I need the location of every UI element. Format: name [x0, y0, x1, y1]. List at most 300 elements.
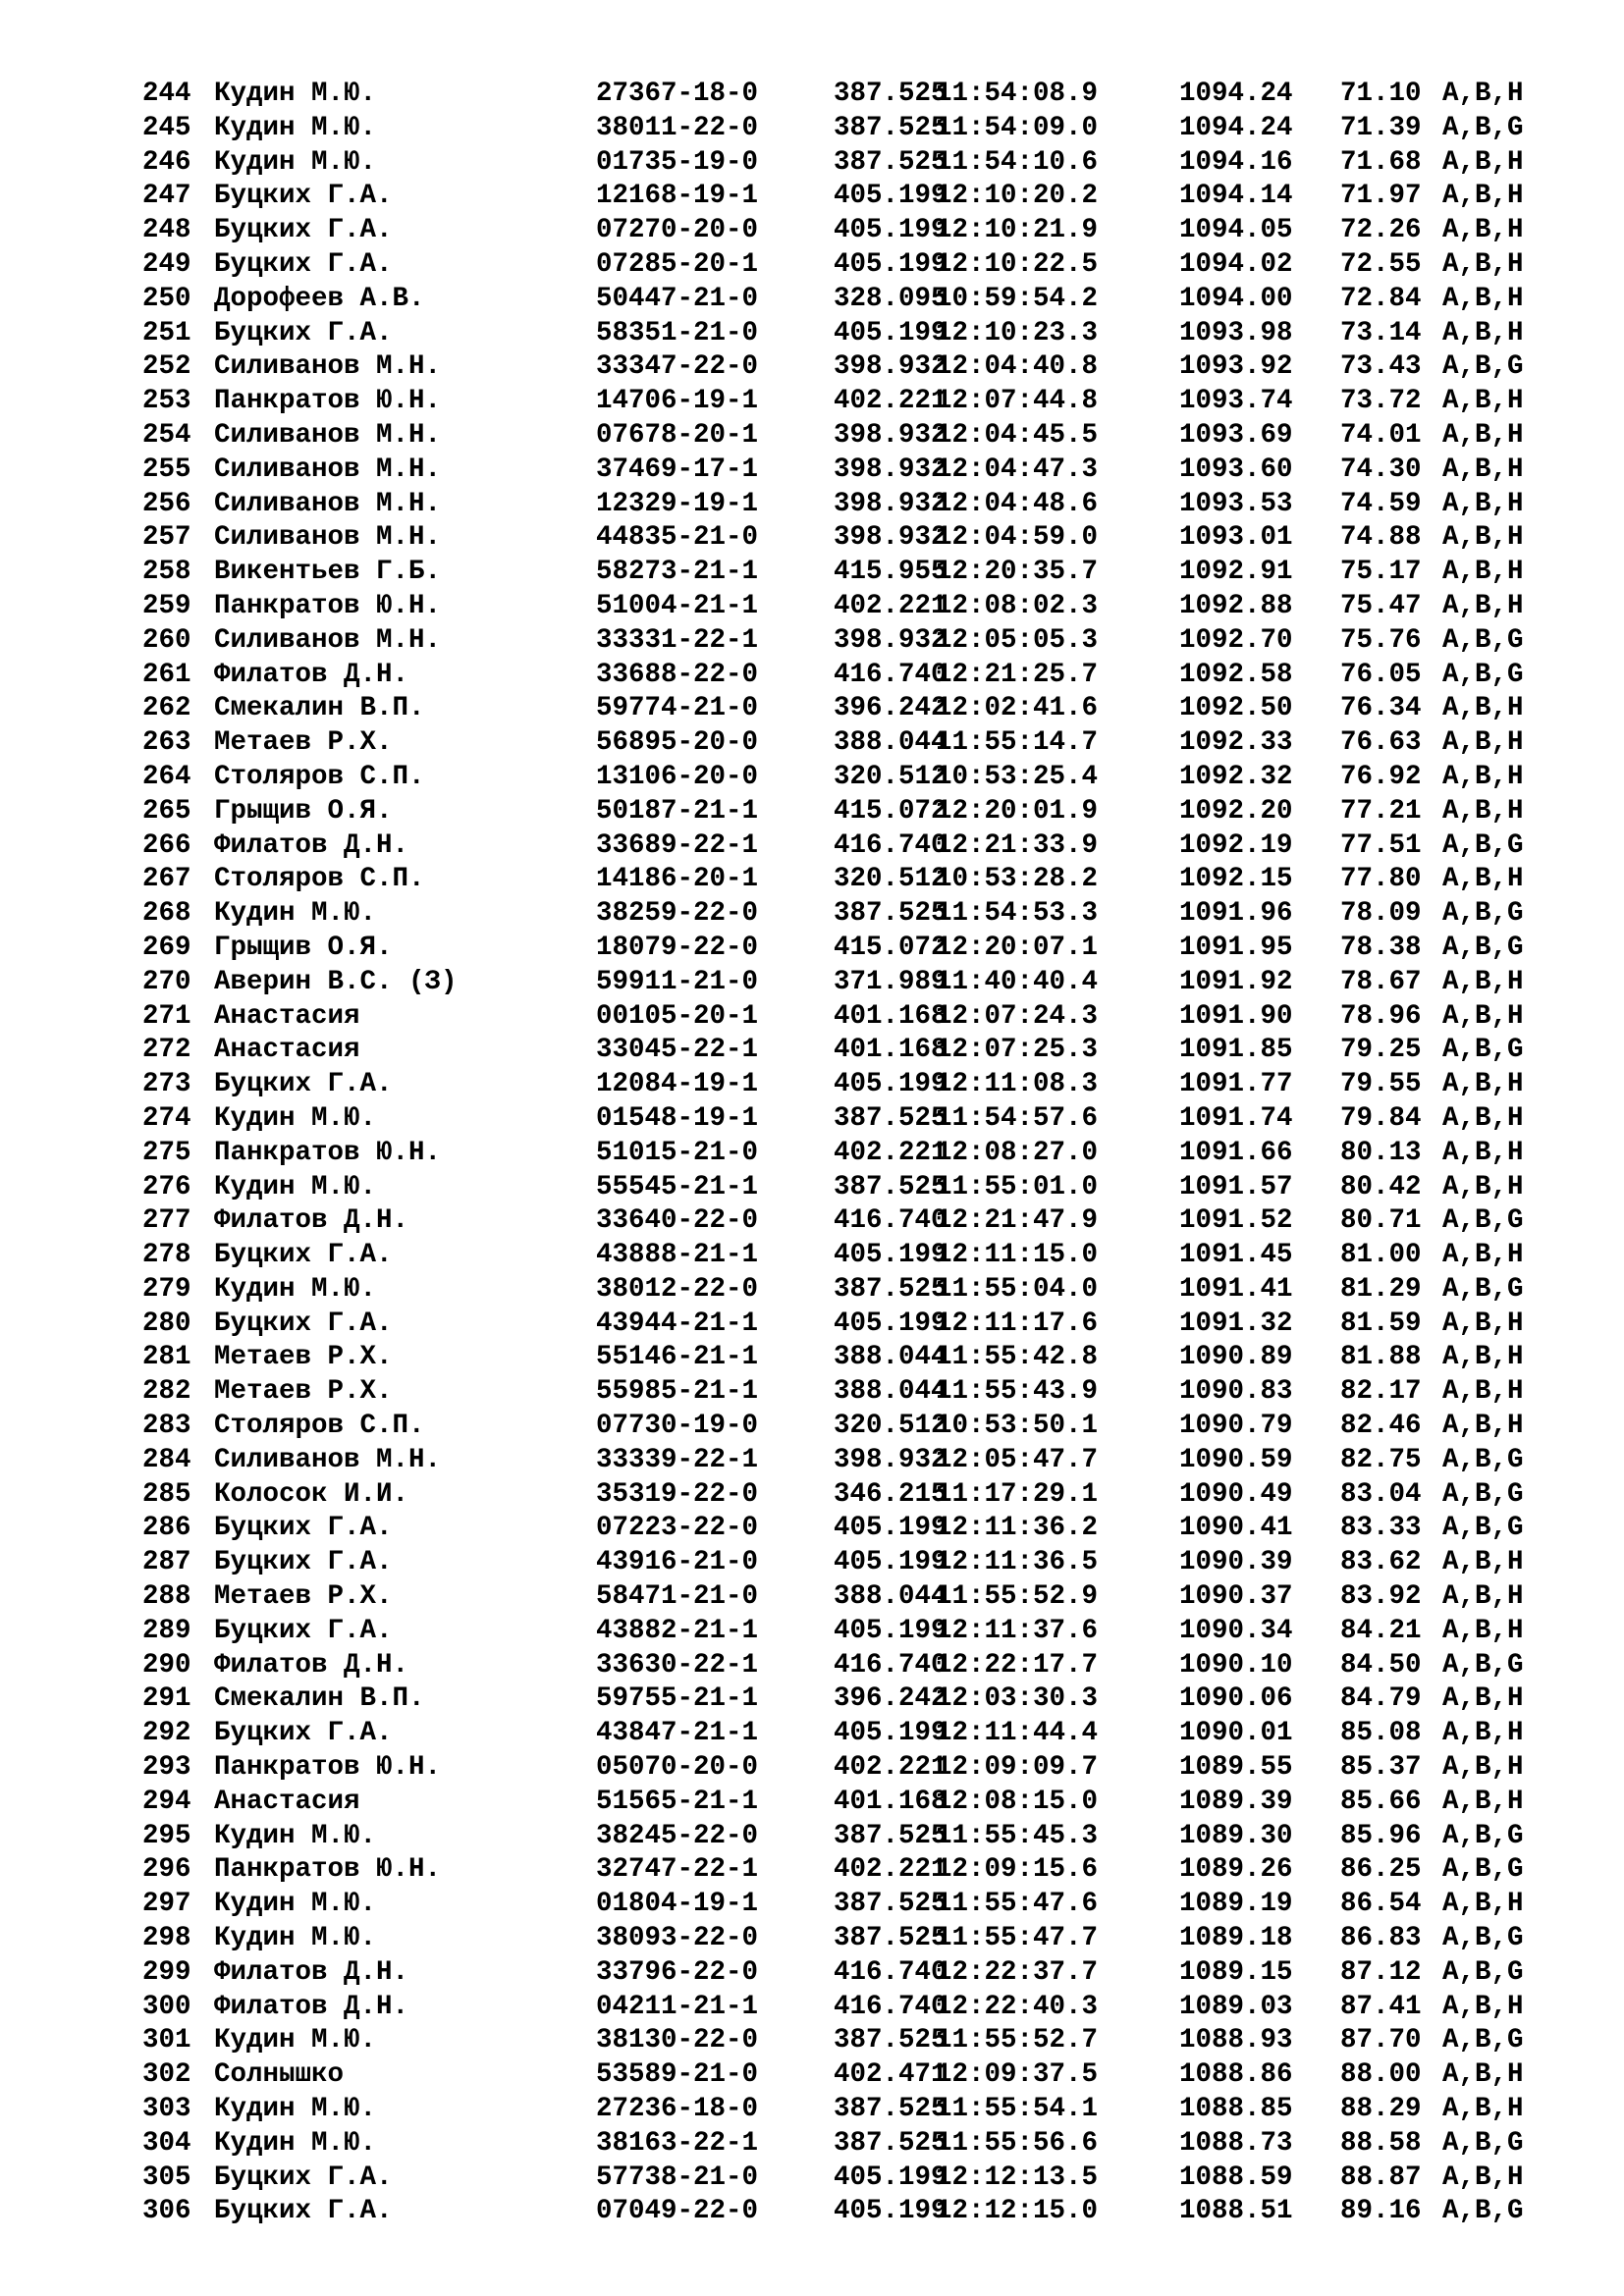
- ring-number: 07678-20-1: [596, 419, 759, 451]
- ring-number: 58351-21-0: [596, 317, 759, 348]
- points: 88.00: [1340, 2059, 1422, 2091]
- classes: A,B,G: [1442, 1956, 1524, 1988]
- ring-number: 59755-21-1: [596, 1683, 759, 1715]
- arrival-time: 11:55:45.3: [936, 1820, 1099, 1851]
- points: 83.04: [1340, 1478, 1422, 1510]
- distance: 388.044: [834, 1581, 947, 1613]
- arrival-time: 12:22:37.7: [936, 1956, 1099, 1988]
- points: 87.12: [1340, 1956, 1422, 1988]
- arrival-time: 11:55:14.7: [936, 727, 1099, 759]
- ring-number: 33688-22-0: [596, 659, 759, 690]
- points: 75.47: [1340, 590, 1422, 621]
- ring-number: 05070-20-0: [596, 1752, 759, 1784]
- speed: 1088.73: [1179, 2127, 1293, 2159]
- fancier-name: Столяров С.П.: [214, 864, 425, 895]
- arrival-time: 11:55:42.8: [936, 1342, 1099, 1373]
- distance: 416.740: [834, 1991, 947, 2022]
- ring-number: 43944-21-1: [596, 1308, 759, 1339]
- speed: 1088.51: [1179, 2196, 1293, 2227]
- row-number: 267: [142, 864, 191, 895]
- ring-number: 07049-22-0: [596, 2196, 759, 2227]
- classes: A,B,H: [1442, 1240, 1524, 1271]
- points: 79.25: [1340, 1035, 1422, 1066]
- ring-number: 33689-22-1: [596, 829, 759, 861]
- arrival-time: 11:55:47.6: [936, 1889, 1099, 1920]
- arrival-time: 12:11:08.3: [936, 1069, 1099, 1100]
- arrival-time: 12:04:47.3: [936, 454, 1099, 485]
- distance: 388.044: [834, 1342, 947, 1373]
- speed: 1088.93: [1179, 2025, 1293, 2056]
- arrival-time: 10:53:25.4: [936, 761, 1099, 792]
- ring-number: 43847-21-1: [596, 1718, 759, 1749]
- distance: 405.199: [834, 1547, 947, 1578]
- ring-number: 33339-22-1: [596, 1444, 759, 1475]
- speed: 1091.32: [1179, 1308, 1293, 1339]
- classes: A,B,H: [1442, 557, 1524, 588]
- speed: 1092.88: [1179, 590, 1293, 621]
- row-number: 298: [142, 1923, 191, 1954]
- distance: 405.199: [834, 2162, 947, 2193]
- points: 71.68: [1340, 146, 1422, 178]
- ring-number: 07730-19-0: [596, 1411, 759, 1442]
- speed: 1091.90: [1179, 1000, 1293, 1032]
- speed: 1090.59: [1179, 1444, 1293, 1475]
- fancier-name: Силиванов М.Н.: [214, 454, 442, 485]
- speed: 1091.95: [1179, 932, 1293, 963]
- arrival-time: 12:22:17.7: [936, 1649, 1099, 1681]
- arrival-time: 12:12:13.5: [936, 2162, 1099, 2193]
- row-number: 270: [142, 966, 191, 997]
- speed: 1094.14: [1179, 181, 1293, 212]
- points: 83.92: [1340, 1581, 1422, 1613]
- arrival-time: 11:55:04.0: [936, 1273, 1099, 1305]
- fancier-name: Смекалин В.П.: [214, 693, 425, 724]
- distance: 387.525: [834, 2025, 947, 2056]
- points: 86.83: [1340, 1923, 1422, 1954]
- ring-number: 33331-22-1: [596, 624, 759, 656]
- ring-number: 59911-21-0: [596, 966, 759, 997]
- classes: A,B,H: [1442, 1889, 1524, 1920]
- distance: 401.168: [834, 1000, 947, 1032]
- row-number: 255: [142, 454, 191, 485]
- fancier-name: Силиванов М.Н.: [214, 488, 442, 519]
- speed: 1091.41: [1179, 1273, 1293, 1305]
- fancier-name: Буцких Г.А.: [214, 1240, 393, 1271]
- points: 74.59: [1340, 488, 1422, 519]
- points: 79.84: [1340, 1102, 1422, 1134]
- speed: 1093.92: [1179, 351, 1293, 383]
- fancier-name: Панкратов Ю.Н.: [214, 590, 442, 621]
- distance: 405.199: [834, 317, 947, 348]
- classes: A,B,H: [1442, 283, 1524, 314]
- ring-number: 01804-19-1: [596, 1889, 759, 1920]
- classes: A,B,G: [1442, 2025, 1524, 2056]
- classes: A,B,H: [1442, 590, 1524, 621]
- ring-number: 01548-19-1: [596, 1102, 759, 1134]
- classes: A,B,H: [1442, 1000, 1524, 1032]
- arrival-time: 10:53:28.2: [936, 864, 1099, 895]
- speed: 1091.85: [1179, 1035, 1293, 1066]
- ring-number: 01735-19-0: [596, 146, 759, 178]
- speed: 1093.53: [1179, 488, 1293, 519]
- arrival-time: 11:55:52.9: [936, 1581, 1099, 1613]
- row-number: 299: [142, 1956, 191, 1988]
- arrival-time: 12:12:15.0: [936, 2196, 1099, 2227]
- ring-number: 33796-22-0: [596, 1956, 759, 1988]
- classes: A,B,G: [1442, 351, 1524, 383]
- classes: A,B,H: [1442, 2094, 1524, 2125]
- fancier-name: Кудин М.Ю.: [214, 898, 377, 930]
- fancier-name: Столяров С.П.: [214, 761, 425, 792]
- arrival-time: 11:55:52.7: [936, 2025, 1099, 2056]
- points: 77.21: [1340, 795, 1422, 827]
- row-number: 256: [142, 488, 191, 519]
- speed: 1094.24: [1179, 112, 1293, 143]
- fancier-name: Буцких Г.А.: [214, 1069, 393, 1100]
- distance: 320.512: [834, 761, 947, 792]
- points: 74.30: [1340, 454, 1422, 485]
- classes: A,B,H: [1442, 761, 1524, 792]
- classes: A,B,H: [1442, 488, 1524, 519]
- arrival-time: 12:21:47.9: [936, 1205, 1099, 1237]
- arrival-time: 12:11:36.2: [936, 1513, 1099, 1544]
- arrival-time: 12:05:05.3: [936, 624, 1099, 656]
- classes: A,B,H: [1442, 386, 1524, 417]
- speed: 1090.83: [1179, 1376, 1293, 1408]
- row-number: 246: [142, 146, 191, 178]
- fancier-name: Кудин М.Ю.: [214, 1273, 377, 1305]
- arrival-time: 12:02:41.6: [936, 693, 1099, 724]
- arrival-time: 12:09:09.7: [936, 1752, 1099, 1784]
- fancier-name: Грыщив О.Я.: [214, 932, 393, 963]
- ring-number: 12168-19-1: [596, 181, 759, 212]
- distance: 405.199: [834, 181, 947, 212]
- classes: A,B,G: [1442, 932, 1524, 963]
- arrival-time: 11:54:53.3: [936, 898, 1099, 930]
- classes: A,B,H: [1442, 1615, 1524, 1646]
- ring-number: 38163-22-1: [596, 2127, 759, 2159]
- row-number: 283: [142, 1411, 191, 1442]
- speed: 1088.86: [1179, 2059, 1293, 2091]
- points: 82.17: [1340, 1376, 1422, 1408]
- row-number: 305: [142, 2162, 191, 2193]
- points: 81.59: [1340, 1308, 1422, 1339]
- arrival-time: 12:20:35.7: [936, 557, 1099, 588]
- classes: A,B,H: [1442, 1581, 1524, 1613]
- arrival-time: 12:08:15.0: [936, 1786, 1099, 1817]
- classes: A,B,H: [1442, 522, 1524, 554]
- fancier-name: Панкратов Ю.Н.: [214, 1854, 442, 1886]
- fancier-name: Метаев Р.Х.: [214, 727, 393, 759]
- fancier-name: Буцких Г.А.: [214, 1547, 393, 1578]
- speed: 1093.60: [1179, 454, 1293, 485]
- points: 73.43: [1340, 351, 1422, 383]
- points: 71.97: [1340, 181, 1422, 212]
- points: 72.55: [1340, 248, 1422, 280]
- classes: A,B,H: [1442, 1137, 1524, 1168]
- row-number: 295: [142, 1820, 191, 1851]
- arrival-time: 11:54:09.0: [936, 112, 1099, 143]
- distance: 387.525: [834, 1889, 947, 1920]
- distance: 387.525: [834, 146, 947, 178]
- ring-number: 38245-22-0: [596, 1820, 759, 1851]
- ring-number: 14706-19-1: [596, 386, 759, 417]
- row-number: 250: [142, 283, 191, 314]
- fancier-name: Филатов Д.Н.: [214, 659, 409, 690]
- classes: A,B,H: [1442, 181, 1524, 212]
- row-number: 297: [142, 1889, 191, 1920]
- row-number: 281: [142, 1342, 191, 1373]
- row-number: 277: [142, 1205, 191, 1237]
- row-number: 285: [142, 1478, 191, 1510]
- distance: 398.932: [834, 624, 947, 656]
- classes: A,B,H: [1442, 1102, 1524, 1134]
- points: 78.96: [1340, 1000, 1422, 1032]
- distance: 402.221: [834, 1854, 947, 1886]
- ring-number: 33045-22-1: [596, 1035, 759, 1066]
- classes: A,B,H: [1442, 2162, 1524, 2193]
- distance: 398.932: [834, 351, 947, 383]
- speed: 1091.74: [1179, 1102, 1293, 1134]
- row-number: 289: [142, 1615, 191, 1646]
- fancier-name: Метаев Р.Х.: [214, 1342, 393, 1373]
- ring-number: 00105-20-1: [596, 1000, 759, 1032]
- fancier-name: Буцких Г.А.: [214, 181, 393, 212]
- arrival-time: 12:21:33.9: [936, 829, 1099, 861]
- row-number: 276: [142, 1171, 191, 1202]
- speed: 1089.03: [1179, 1991, 1293, 2022]
- row-number: 288: [142, 1581, 191, 1613]
- distance: 387.525: [834, 1273, 947, 1305]
- classes: A,B,H: [1442, 419, 1524, 451]
- row-number: 253: [142, 386, 191, 417]
- arrival-time: 10:59:54.2: [936, 283, 1099, 314]
- fancier-name: Силиванов М.Н.: [214, 522, 442, 554]
- row-number: 252: [142, 351, 191, 383]
- distance: 402.221: [834, 386, 947, 417]
- distance: 405.199: [834, 1615, 947, 1646]
- row-number: 259: [142, 590, 191, 621]
- points: 86.25: [1340, 1854, 1422, 1886]
- speed: 1089.19: [1179, 1889, 1293, 1920]
- classes: A,B,G: [1442, 1444, 1524, 1475]
- speed: 1093.01: [1179, 522, 1293, 554]
- speed: 1092.20: [1179, 795, 1293, 827]
- fancier-name: Буцких Г.А.: [214, 1308, 393, 1339]
- fancier-name: Солнышко: [214, 2059, 345, 2091]
- arrival-time: 12:09:15.6: [936, 1854, 1099, 1886]
- classes: A,B,H: [1442, 727, 1524, 759]
- distance: 387.525: [834, 1923, 947, 1954]
- points: 89.16: [1340, 2196, 1422, 2227]
- speed: 1089.55: [1179, 1752, 1293, 1784]
- classes: A,B,G: [1442, 112, 1524, 143]
- arrival-time: 12:08:27.0: [936, 1137, 1099, 1168]
- ring-number: 43888-21-1: [596, 1240, 759, 1271]
- points: 75.76: [1340, 624, 1422, 656]
- row-number: 265: [142, 795, 191, 827]
- classes: A,B,H: [1442, 1683, 1524, 1715]
- points: 85.08: [1340, 1718, 1422, 1749]
- fancier-name: Филатов Д.Н.: [214, 1991, 409, 2022]
- speed: 1089.26: [1179, 1854, 1293, 1886]
- ring-number: 57738-21-0: [596, 2162, 759, 2193]
- arrival-time: 11:40:40.4: [936, 966, 1099, 997]
- fancier-name: Смекалин В.П.: [214, 1683, 425, 1715]
- classes: A,B,H: [1442, 1718, 1524, 1749]
- fancier-name: Кудин М.Ю.: [214, 1102, 377, 1134]
- fancier-name: Кудин М.Ю.: [214, 1820, 377, 1851]
- points: 87.70: [1340, 2025, 1422, 2056]
- speed: 1091.77: [1179, 1069, 1293, 1100]
- points: 84.50: [1340, 1649, 1422, 1681]
- row-number: 275: [142, 1137, 191, 1168]
- arrival-time: 12:21:25.7: [936, 659, 1099, 690]
- distance: 371.989: [834, 966, 947, 997]
- fancier-name: Кудин М.Ю.: [214, 2025, 377, 2056]
- ring-number: 51565-21-1: [596, 1786, 759, 1817]
- speed: 1088.59: [1179, 2162, 1293, 2193]
- speed: 1093.69: [1179, 419, 1293, 451]
- ring-number: 58273-21-1: [596, 557, 759, 588]
- ring-number: 12329-19-1: [596, 488, 759, 519]
- speed: 1094.05: [1179, 215, 1293, 246]
- classes: A,B,H: [1442, 454, 1524, 485]
- points: 76.63: [1340, 727, 1422, 759]
- ring-number: 43916-21-0: [596, 1547, 759, 1578]
- fancier-name: Дорофеев А.В.: [214, 283, 425, 314]
- classes: A,B,G: [1442, 1854, 1524, 1886]
- distance: 405.199: [834, 2196, 947, 2227]
- row-number: 266: [142, 829, 191, 861]
- distance: 387.525: [834, 112, 947, 143]
- row-number: 245: [142, 112, 191, 143]
- arrival-time: 11:54:08.9: [936, 79, 1099, 109]
- fancier-name: Филатов Д.Н.: [214, 1205, 409, 1237]
- points: 76.92: [1340, 761, 1422, 792]
- classes: A,B,H: [1442, 1376, 1524, 1408]
- row-number: 279: [142, 1273, 191, 1305]
- ring-number: 27236-18-0: [596, 2094, 759, 2125]
- classes: A,B,H: [1442, 864, 1524, 895]
- speed: 1090.41: [1179, 1513, 1293, 1544]
- arrival-time: 11:54:10.6: [936, 146, 1099, 178]
- points: 82.46: [1340, 1411, 1422, 1442]
- row-number: 301: [142, 2025, 191, 2056]
- distance: 328.095: [834, 283, 947, 314]
- classes: A,B,H: [1442, 1752, 1524, 1784]
- speed: 1091.45: [1179, 1240, 1293, 1271]
- row-number: 244: [142, 79, 191, 109]
- fancier-name: Буцких Г.А.: [214, 248, 393, 280]
- points: 72.84: [1340, 283, 1422, 314]
- row-number: 264: [142, 761, 191, 792]
- classes: A,B,H: [1442, 966, 1524, 997]
- speed: 1090.79: [1179, 1411, 1293, 1442]
- fancier-name: Кудин М.Ю.: [214, 1171, 377, 1202]
- arrival-time: 12:11:17.6: [936, 1308, 1099, 1339]
- speed: 1090.37: [1179, 1581, 1293, 1613]
- fancier-name: Филатов Д.Н.: [214, 829, 409, 861]
- ring-number: 44835-21-0: [596, 522, 759, 554]
- points: 76.05: [1340, 659, 1422, 690]
- arrival-time: 12:10:21.9: [936, 215, 1099, 246]
- speed: 1094.00: [1179, 283, 1293, 314]
- ring-number: 50447-21-0: [596, 283, 759, 314]
- speed: 1091.96: [1179, 898, 1293, 930]
- classes: A,B,G: [1442, 1923, 1524, 1954]
- fancier-name: Филатов Д.Н.: [214, 1649, 409, 1681]
- ring-number: 51004-21-1: [596, 590, 759, 621]
- points: 84.79: [1340, 1683, 1422, 1715]
- fancier-name: Кудин М.Ю.: [214, 1889, 377, 1920]
- points: 78.67: [1340, 966, 1422, 997]
- speed: 1092.58: [1179, 659, 1293, 690]
- speed: 1092.19: [1179, 829, 1293, 861]
- ring-number: 50187-21-1: [596, 795, 759, 827]
- speed: 1090.06: [1179, 1683, 1293, 1715]
- ring-number: 32747-22-1: [596, 1854, 759, 1886]
- distance: 405.199: [834, 1513, 947, 1544]
- speed: 1091.66: [1179, 1137, 1293, 1168]
- points: 74.01: [1340, 419, 1422, 451]
- ring-number: 07223-22-0: [596, 1513, 759, 1544]
- arrival-time: 12:10:23.3: [936, 317, 1099, 348]
- speed: 1089.18: [1179, 1923, 1293, 1954]
- points: 88.87: [1340, 2162, 1422, 2193]
- arrival-time: 11:54:57.6: [936, 1102, 1099, 1134]
- fancier-name: Силиванов М.Н.: [214, 624, 442, 656]
- ring-number: 38259-22-0: [596, 898, 759, 930]
- row-number: 261: [142, 659, 191, 690]
- points: 84.21: [1340, 1615, 1422, 1646]
- row-number: 287: [142, 1547, 191, 1578]
- row-number: 274: [142, 1102, 191, 1134]
- ring-number: 33630-22-1: [596, 1649, 759, 1681]
- points: 78.38: [1340, 932, 1422, 963]
- row-number: 269: [142, 932, 191, 963]
- distance: 398.932: [834, 522, 947, 554]
- distance: 405.199: [834, 1718, 947, 1749]
- distance: 416.740: [834, 829, 947, 861]
- points: 87.41: [1340, 1991, 1422, 2022]
- classes: A,B,H: [1442, 146, 1524, 178]
- arrival-time: 12:20:01.9: [936, 795, 1099, 827]
- ring-number: 38011-22-0: [596, 112, 759, 143]
- distance: 416.740: [834, 1956, 947, 1988]
- fancier-name: Кудин М.Ю.: [214, 1923, 377, 1954]
- row-number: 258: [142, 557, 191, 588]
- row-number: 251: [142, 317, 191, 348]
- distance: 320.512: [834, 1411, 947, 1442]
- speed: 1091.92: [1179, 966, 1293, 997]
- speed: 1094.02: [1179, 248, 1293, 280]
- fancier-name: Буцких Г.А.: [214, 1513, 393, 1544]
- points: 72.26: [1340, 215, 1422, 246]
- arrival-time: 12:10:20.2: [936, 181, 1099, 212]
- ring-number: 55146-21-1: [596, 1342, 759, 1373]
- speed: 1094.24: [1179, 79, 1293, 109]
- row-number: 286: [142, 1513, 191, 1544]
- points: 88.29: [1340, 2094, 1422, 2125]
- fancier-name: Кудин М.Ю.: [214, 146, 377, 178]
- distance: 398.932: [834, 454, 947, 485]
- arrival-time: 12:07:44.8: [936, 386, 1099, 417]
- distance: 387.525: [834, 1171, 947, 1202]
- row-number: 292: [142, 1718, 191, 1749]
- points: 71.39: [1340, 112, 1422, 143]
- classes: A,B,H: [1442, 2059, 1524, 2091]
